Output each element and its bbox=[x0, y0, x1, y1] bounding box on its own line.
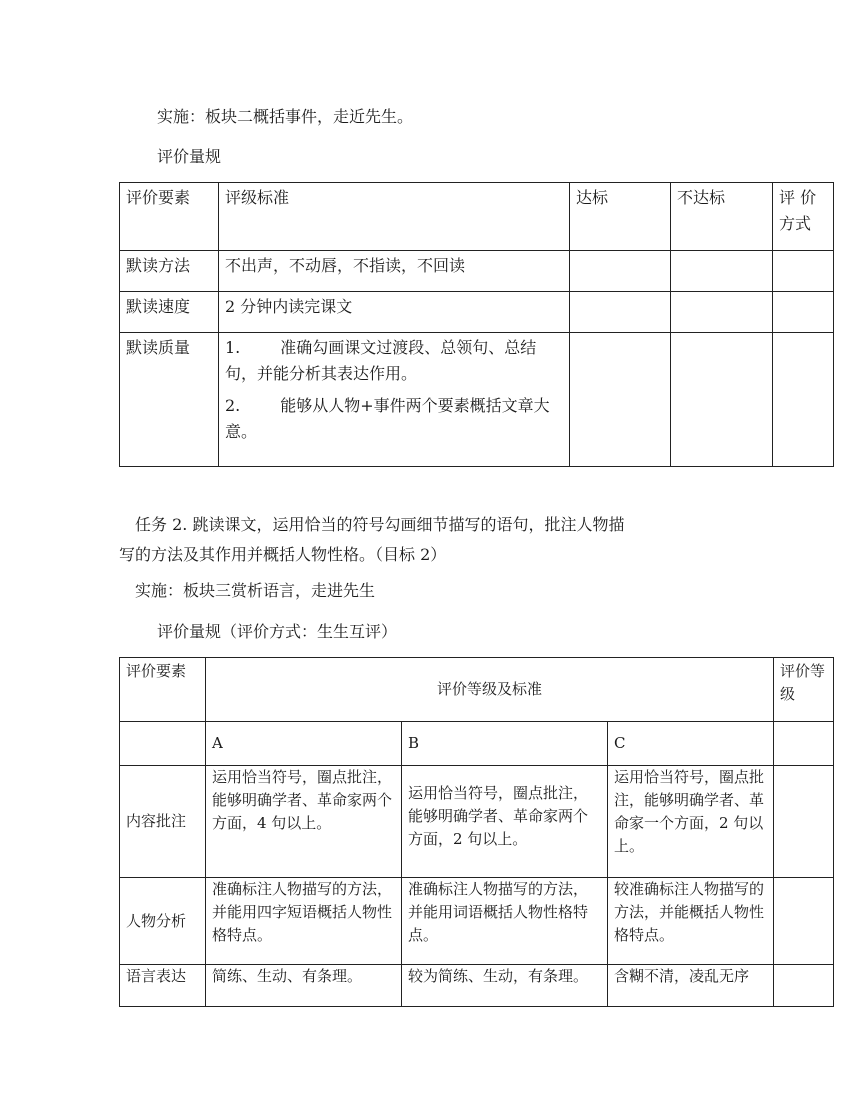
empty-cell bbox=[570, 251, 671, 292]
list-item-text: 能够从人物+事件两个要素概括文章大意。 bbox=[225, 396, 550, 441]
header-element: 评价要素 bbox=[120, 183, 219, 251]
empty-cell bbox=[120, 722, 206, 766]
row-standard: 2 分钟内读完课文 bbox=[219, 292, 570, 333]
task2-rubric-title: 评价量规（评价方式：生生互评） bbox=[157, 622, 398, 641]
table-header-row bbox=[120, 658, 834, 722]
header-grade: 评价等级 bbox=[774, 658, 834, 722]
header-element: 评价要素 bbox=[120, 658, 206, 722]
empty-cell bbox=[671, 333, 773, 467]
empty-cell bbox=[671, 292, 773, 333]
level-b-cell: 运用恰当符号，圈点批注，能够明确学者、革命家两个方面，2 句以上。 bbox=[402, 766, 608, 878]
empty-cell bbox=[774, 766, 834, 878]
level-b-cell: 较为简练、生动，有条理。 bbox=[402, 965, 608, 1007]
section1-rubric-title: 评价量规 bbox=[157, 147, 222, 166]
list-item-text: 准确勾画课文过渡段、总领句、总结句，并能分析其表达作用。 bbox=[225, 338, 537, 383]
row-element: 默读方法 bbox=[120, 251, 219, 292]
level-c-cell: 含糊不清，凌乱无序 bbox=[608, 965, 774, 1007]
table-header-row bbox=[120, 183, 834, 251]
list-item bbox=[225, 335, 563, 387]
list-item-number: 1. bbox=[225, 338, 241, 357]
level-label-a: A bbox=[206, 722, 402, 766]
empty-cell bbox=[773, 251, 834, 292]
empty-cell bbox=[774, 878, 834, 965]
level-a-cell: 简练、生动、有条理。 bbox=[206, 965, 402, 1007]
header-standard: 评级标准 bbox=[219, 183, 570, 251]
empty-cell bbox=[774, 722, 834, 766]
header-fail: 不达标 bbox=[671, 183, 773, 251]
row-element: 默读速度 bbox=[120, 292, 219, 333]
header-method: 评 价方式 bbox=[773, 183, 834, 251]
row-element: 内容批注 bbox=[120, 766, 206, 878]
empty-cell bbox=[570, 292, 671, 333]
table-row bbox=[120, 878, 834, 965]
row-standard-list bbox=[219, 333, 570, 467]
table-row bbox=[120, 965, 834, 1007]
empty-cell bbox=[570, 333, 671, 467]
character-rubric-table bbox=[119, 657, 834, 1007]
section1-implementation: 实施：板块二概括事件，走近先生。 bbox=[157, 107, 414, 126]
empty-cell bbox=[773, 292, 834, 333]
header-levels: 评价等级及标准 bbox=[206, 658, 774, 722]
level-b-cell: 准确标注人物描写的方法，并能用词语概括人物性格特点。 bbox=[402, 878, 608, 965]
level-c-cell: 较准确标注人物描写的方法，并能概括人物性格特点。 bbox=[608, 878, 774, 965]
task2-implementation: 实施：板块三赏析语言，走进先生 bbox=[135, 581, 376, 600]
level-a-cell: 准确标注人物描写的方法，并能用四字短语概括人物性格特点。 bbox=[206, 878, 402, 965]
empty-cell bbox=[774, 965, 834, 1007]
task2-line2: 写的方法及其作用并概括人物性格。（目标 2） bbox=[119, 545, 447, 564]
table-row bbox=[120, 333, 834, 467]
list-item-number: 2. bbox=[225, 396, 241, 415]
list-item bbox=[225, 393, 563, 445]
empty-cell bbox=[671, 251, 773, 292]
table-row bbox=[120, 292, 834, 333]
row-element: 语言表达 bbox=[120, 965, 206, 1007]
row-standard: 不出声，不动唇，不指读，不回读 bbox=[219, 251, 570, 292]
table-row bbox=[120, 251, 834, 292]
task2-line1: 任务 2. 跳读课文，运用恰当的符号勾画细节描写的语句，批注人物描 bbox=[135, 515, 625, 534]
level-label-b: B bbox=[402, 722, 608, 766]
reading-rubric-table bbox=[119, 182, 834, 467]
header-pass: 达标 bbox=[570, 183, 671, 251]
row-element: 默读质量 bbox=[120, 333, 219, 467]
level-label-row bbox=[120, 722, 834, 766]
row-element: 人物分析 bbox=[120, 878, 206, 965]
table-row bbox=[120, 766, 834, 878]
level-a-cell: 运用恰当符号，圈点批注，能够明确学者、革命家两个方面，4 句以上。 bbox=[206, 766, 402, 878]
empty-cell bbox=[773, 333, 834, 467]
level-label-c: C bbox=[608, 722, 774, 766]
level-c-cell: 运用恰当符号，圈点批注，能够明确学者、革命家一个方面，2 句以上。 bbox=[608, 766, 774, 878]
